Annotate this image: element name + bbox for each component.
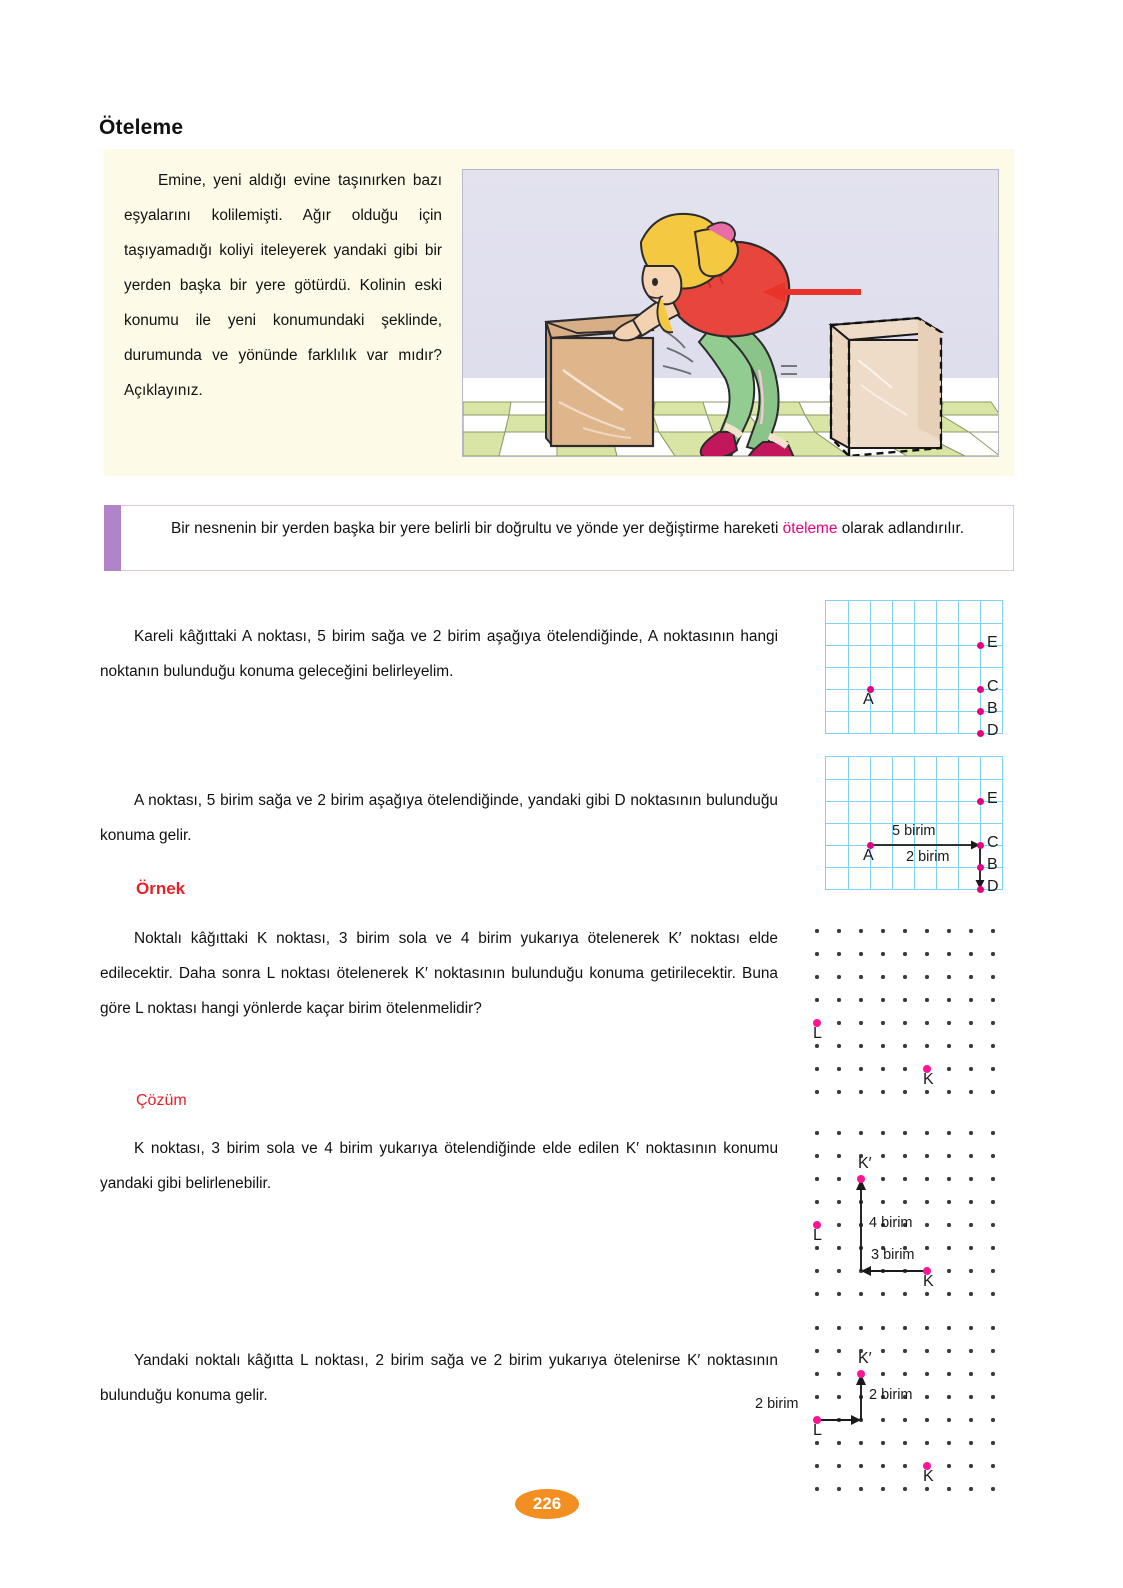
lattice-dot bbox=[815, 929, 818, 932]
illustration-box-pushing bbox=[462, 169, 999, 457]
dot-grid-arrows bbox=[795, 1110, 1015, 1317]
lattice-dot bbox=[925, 929, 928, 932]
lattice-dot bbox=[859, 952, 862, 955]
grid-point-b bbox=[977, 864, 984, 871]
lattice-dot bbox=[991, 1021, 994, 1024]
lattice-dot bbox=[859, 1090, 862, 1093]
marked-point-kprime bbox=[857, 1370, 865, 1378]
grid-line-horizontal bbox=[826, 623, 1002, 624]
lattice-dot bbox=[815, 1067, 818, 1070]
paragraph-2 bbox=[100, 783, 778, 853]
lattice-dot bbox=[881, 1090, 884, 1093]
grid-point-label-a: A bbox=[863, 847, 874, 864]
lattice-dot bbox=[837, 975, 840, 978]
marked-point-label-l: L bbox=[813, 1422, 822, 1439]
lattice-dot bbox=[859, 929, 862, 932]
marked-point-label-k: K bbox=[923, 1468, 934, 1485]
grid-arrows bbox=[826, 757, 1002, 889]
marked-point-label-k: K bbox=[923, 1273, 934, 1290]
lattice-dot bbox=[947, 1044, 950, 1047]
grid-point-label-b: B bbox=[987, 700, 998, 717]
lattice-dot bbox=[815, 1044, 818, 1047]
solution-label: Çözüm bbox=[136, 1092, 187, 1109]
definition-box bbox=[104, 505, 1014, 571]
grid-point-e bbox=[977, 642, 984, 649]
paragraph-5 bbox=[100, 1343, 778, 1413]
lattice-dot bbox=[859, 1044, 862, 1047]
lattice-dot bbox=[859, 975, 862, 978]
lattice-dot bbox=[969, 929, 972, 932]
definition-keyword: öteleme bbox=[782, 520, 838, 537]
definition-text-after: olarak adlandırılır. bbox=[837, 520, 965, 537]
dot-grid-arrows bbox=[795, 1305, 1015, 1512]
lattice-dot bbox=[903, 1044, 906, 1047]
lattice-dot bbox=[991, 975, 994, 978]
grid-line-horizontal bbox=[826, 711, 1002, 712]
lattice-dot bbox=[903, 975, 906, 978]
lattice-dot bbox=[969, 1044, 972, 1047]
definition-text-before: Bir nesnenin bir yerden başka bir yere belirli bir doğrultu ve yönde yer değiştirme hareketi bbox=[171, 520, 783, 537]
arrow-label: 2 birim bbox=[906, 849, 950, 865]
lattice-dot bbox=[881, 975, 884, 978]
grid-line-horizontal bbox=[826, 667, 1002, 668]
illustration-scene bbox=[463, 170, 999, 457]
grid-line-horizontal bbox=[826, 689, 1002, 690]
paragraph-3 bbox=[100, 921, 778, 1026]
lattice-dot bbox=[837, 998, 840, 1001]
lattice-dot bbox=[947, 998, 950, 1001]
grid-point-d bbox=[977, 886, 984, 893]
lattice-dot bbox=[837, 1090, 840, 1093]
lattice-dot bbox=[969, 998, 972, 1001]
marked-point-label-kprime: K′ bbox=[858, 1350, 872, 1367]
lattice-dot bbox=[903, 1067, 906, 1070]
grid-point-label-d: D bbox=[987, 878, 999, 895]
arrow-label-vertical: 4 birim bbox=[869, 1215, 913, 1231]
grid-point-e bbox=[977, 798, 984, 805]
lattice-dot bbox=[859, 1067, 862, 1070]
lattice-dot bbox=[881, 1044, 884, 1047]
marked-point-label-k: K bbox=[923, 1071, 934, 1088]
lattice-dot bbox=[859, 998, 862, 1001]
marked-point-label-l: L bbox=[813, 1227, 822, 1244]
lattice-dot bbox=[947, 975, 950, 978]
arrow-label-horizontal: 2 birim bbox=[755, 1396, 799, 1412]
figure-square-grid-1 bbox=[825, 600, 1003, 739]
grid-line-horizontal bbox=[826, 645, 1002, 646]
arrow-label-vertical: 2 birim bbox=[869, 1387, 913, 1403]
lattice-dot bbox=[881, 1067, 884, 1070]
arrow-label: 5 birim bbox=[892, 823, 936, 839]
lattice-dot bbox=[859, 1021, 862, 1024]
lattice-dot bbox=[837, 952, 840, 955]
grid-point-c bbox=[977, 686, 984, 693]
lattice-dot bbox=[903, 1090, 906, 1093]
lattice-dot bbox=[815, 975, 818, 978]
lattice-dot bbox=[969, 1021, 972, 1024]
lattice-dot bbox=[969, 1067, 972, 1070]
lattice-dot bbox=[991, 1044, 994, 1047]
marked-point-kprime bbox=[857, 1175, 865, 1183]
lattice-dot bbox=[925, 975, 928, 978]
lattice-dot bbox=[925, 1044, 928, 1047]
lattice-dot bbox=[881, 952, 884, 955]
grid-point-label-b: B bbox=[987, 856, 998, 873]
lattice-dot bbox=[815, 1090, 818, 1093]
lattice-dot bbox=[991, 929, 994, 932]
figure-dot-grid-2 bbox=[795, 1110, 1015, 1317]
page-title: Öteleme bbox=[99, 116, 184, 139]
paragraph-1 bbox=[100, 619, 778, 689]
ghost-box-original-position bbox=[831, 318, 941, 456]
paragraph-5-text: Yandaki noktalı kâğıtta L noktası, 2 birim sağa ve 2 birim yukarıya ötelenirse K′ noktasının bulunduğu konuma gelir. bbox=[100, 1352, 778, 1404]
lattice-dot bbox=[837, 1044, 840, 1047]
intro-paragraph bbox=[124, 163, 442, 408]
lattice-dot bbox=[903, 998, 906, 1001]
marked-point-label-kprime: K′ bbox=[858, 1155, 872, 1172]
lattice-dot bbox=[947, 952, 950, 955]
figure-square-grid-2 bbox=[825, 756, 1003, 895]
lattice-dot bbox=[815, 998, 818, 1001]
paragraph-4-text: K noktası, 3 birim sola ve 4 birim yukarıya ötelendiğinde elde edilen K′ noktasının konumu yandaki gibi belirlenebilir. bbox=[100, 1140, 778, 1192]
lattice-dot bbox=[881, 929, 884, 932]
lattice-dot bbox=[947, 929, 950, 932]
paragraph-2-text: A noktası, 5 birim sağa ve 2 birim aşağıya ötelendiğinde, yandaki gibi D noktasının bulunduğu konuma gelir. bbox=[100, 792, 778, 844]
grid-point-label-c: C bbox=[987, 678, 999, 695]
lattice-dot bbox=[991, 998, 994, 1001]
lattice-dot bbox=[925, 1090, 928, 1093]
lattice-dot bbox=[947, 1021, 950, 1024]
paragraph-3-text: Noktalı kâğıttaki K noktası, 3 birim sola ve 4 birim yukarıya ötelenerek K′ noktası elde edilecektir. Daha sonra L noktası ötelenerek K′ noktasının bulunduğu konuma getirilecektir. Buna göre L noktası hangi yönlerde kaçar birim ötelenmelidir? bbox=[100, 930, 778, 1017]
lattice-dot bbox=[947, 1090, 950, 1093]
lattice-dot bbox=[815, 952, 818, 955]
lattice-dot bbox=[947, 1067, 950, 1070]
lattice-dot bbox=[969, 1090, 972, 1093]
grid-point-label-d: D bbox=[987, 722, 999, 739]
arrow-label-horizontal: 3 birim bbox=[871, 1247, 915, 1263]
grid-point-d bbox=[977, 730, 984, 737]
page-number: 226 bbox=[515, 1489, 579, 1519]
lattice-dot bbox=[903, 1021, 906, 1024]
lattice-dot bbox=[991, 952, 994, 955]
lattice-dot bbox=[925, 952, 928, 955]
intro-card bbox=[104, 149, 1014, 476]
lattice-dot bbox=[837, 1021, 840, 1024]
grid-point-label-c: C bbox=[987, 834, 999, 851]
marked-point-label-l: L bbox=[813, 1025, 822, 1042]
lattice-dot bbox=[925, 998, 928, 1001]
figure-dot-grid-3 bbox=[755, 1305, 1015, 1512]
lattice-dot bbox=[837, 929, 840, 932]
definition-text bbox=[133, 514, 998, 544]
grid-point-label-e: E bbox=[987, 634, 998, 651]
lattice-dot bbox=[881, 1021, 884, 1024]
lattice-dot bbox=[969, 952, 972, 955]
example-label: Örnek bbox=[136, 879, 186, 898]
lattice-dot bbox=[903, 929, 906, 932]
grid-point-b bbox=[977, 708, 984, 715]
lattice-dot bbox=[837, 1067, 840, 1070]
grid-point-label-a: A bbox=[863, 691, 874, 708]
grid-point-c bbox=[977, 842, 984, 849]
grid-point-label-e: E bbox=[987, 790, 998, 807]
lattice-dot bbox=[881, 998, 884, 1001]
lattice-dot bbox=[903, 952, 906, 955]
figure-dot-grid-1 bbox=[795, 908, 1015, 1115]
paragraph-4 bbox=[100, 1131, 778, 1201]
lattice-dot bbox=[991, 1067, 994, 1070]
lattice-dot bbox=[969, 975, 972, 978]
intro-paragraph-text: Emine, yeni aldığı evine taşınırken bazı eşyalarını kolilemişti. Ağır olduğu için taşıyamadığı koliyi iteleyerek yandaki gibi bir yerden başka bir yere götürdü. Kolinin eski konumu ile yeni konumundaki şeklinde, durumunda ve yönünde farklılık var mıdır? Açıklayınız. bbox=[124, 172, 442, 399]
paragraph-1-text: Kareli kâğıttaki A noktası, 5 birim sağa ve 2 birim aşağıya ötelendiğinde, A noktasının hangi noktanın bulunduğu konuma geleceğini belirleyelim. bbox=[100, 628, 778, 680]
definition-accent-bar bbox=[104, 505, 121, 571]
lattice-dot bbox=[991, 1090, 994, 1093]
lattice-dot bbox=[925, 1021, 928, 1024]
